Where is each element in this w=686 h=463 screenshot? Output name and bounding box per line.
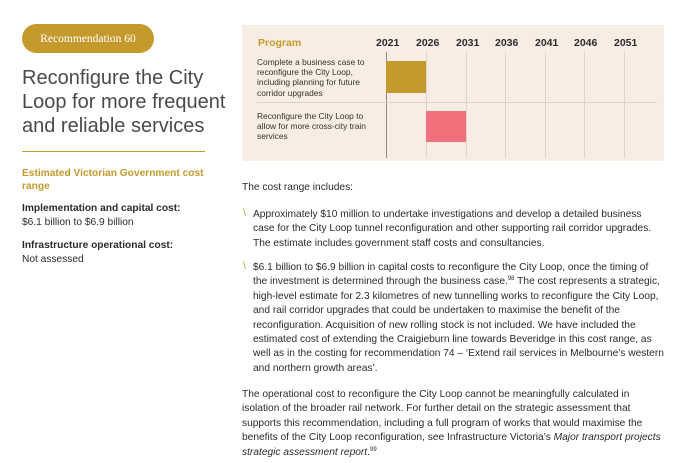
program-bar-reconfiguration	[426, 111, 466, 142]
gridline	[584, 52, 585, 158]
implementation-cost-value: $6.1 billion to $6.9 billion	[22, 217, 134, 228]
divider	[22, 151, 205, 152]
gridline	[545, 52, 546, 158]
program-row-label: Complete a business case to reconfigure the City Loop, including planning for future corridor upgrades	[257, 57, 365, 98]
year-label: 2031	[456, 37, 480, 49]
program-header: Program	[258, 37, 302, 49]
bullet-item: Approximately $10 million to undertake investigations and develop a detailed business case for the City Loop tunnel reconfiguration and other supporting rail corridor upgrades. The estimate includes government staff costs and consultancies.	[253, 209, 652, 249]
gridline	[505, 52, 506, 158]
footnote-ref[interactable]: 98	[507, 276, 515, 283]
program-row-label: Reconfigure the City Loop to allow for more cross-city train services	[257, 111, 366, 142]
row-divider	[257, 102, 657, 103]
bullet-marker: \	[243, 208, 246, 219]
year-label: 2051	[614, 37, 638, 49]
closing-paragraph	[242, 388, 662, 460]
year-label: 2021	[376, 37, 400, 49]
operational-cost-value: Not assessed	[22, 254, 84, 265]
bullet-item	[253, 261, 665, 376]
closing-text: The operational cost to reconfigure the City Loop cannot be meaningfully calculated in isolation of the broader rail network. For further detail on the strategic assessment that supports this recommendation, including a full program of works that would maximise the benefits of the City Loop reconfiguration, see Infrastructure Victoria’s	[242, 389, 643, 444]
gridline	[624, 52, 625, 158]
bullet-marker: \	[243, 261, 246, 272]
gridline	[426, 52, 427, 158]
bullet-text: $6.1 billion to $6.9 billion in capital costs to reconfigure the City Loop, once the timing of the investment is determined through the business case.	[253, 262, 649, 288]
operational-cost-label: Infrastructure operational cost:	[22, 240, 174, 251]
recommendation-badge: Recommendation 60	[22, 24, 154, 53]
bullet-text: The cost represents a strategic, high-level estimate for 2.3 kilometres of new tunnelling works to reconfigure the City Loop, and rail corridor upgrades that could be undertaken to maximise the benefit of the reconfiguration. Acquisition of new rolling stock is not included. We have included the estimated cost of extending the Craigieburn line towards Beveridge in this cost range, as well as in the costing for recommendation 74 – ‘Extend rail services in Melbourne’s western and northern growth areas’.	[253, 276, 664, 374]
intro-text: The cost range includes:	[242, 182, 353, 193]
page-title: Reconfigure the City Loop for more frequent and reliable services	[22, 67, 226, 137]
footnote-ref[interactable]: 99	[369, 446, 377, 453]
report-title: Major transport projects strategic assessment report	[242, 432, 661, 458]
closing-text: .	[367, 446, 370, 458]
year-label: 2041	[535, 37, 559, 49]
implementation-cost-label: Implementation and capital cost:	[22, 203, 181, 214]
year-label: 2026	[416, 37, 440, 49]
program-bar-business-case	[386, 61, 426, 93]
year-label: 2036	[495, 37, 519, 49]
year-label: 2046	[574, 37, 598, 49]
cost-range-heading: Estimated Victorian Government cost range	[22, 168, 204, 192]
gridline	[466, 52, 467, 158]
